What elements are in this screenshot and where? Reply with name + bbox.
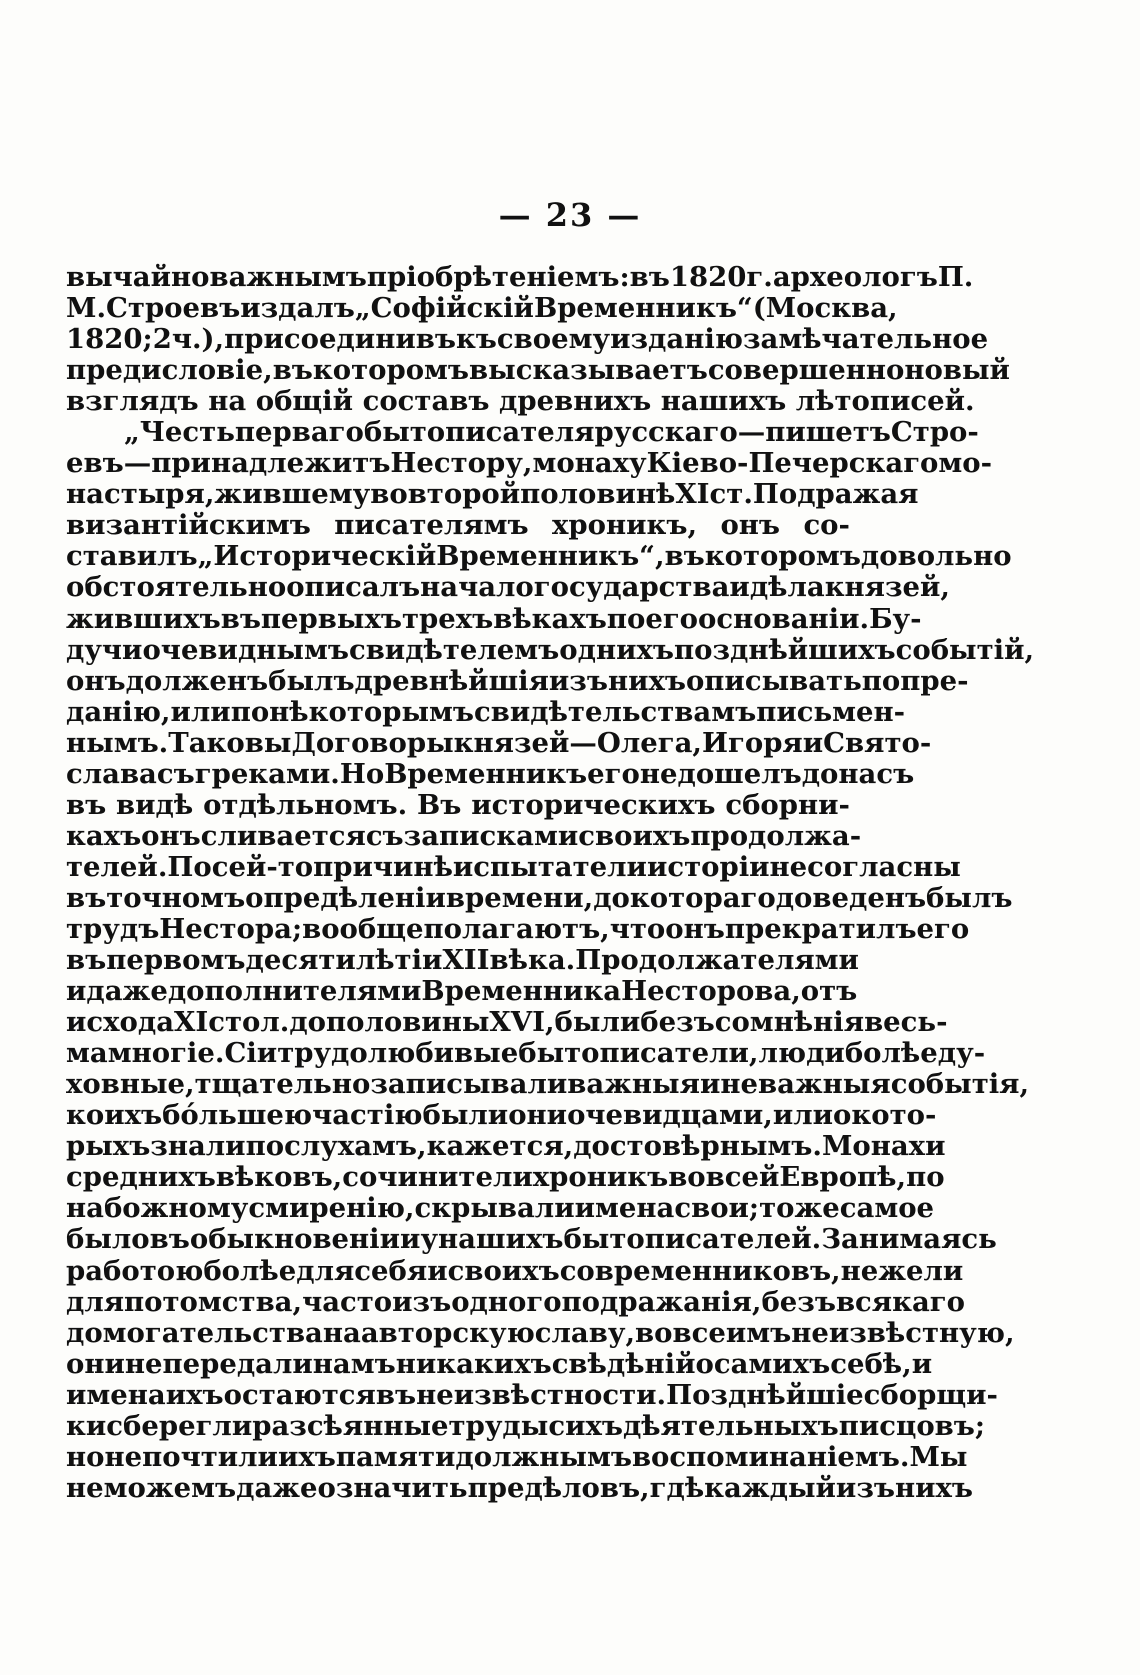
text-line: жившихъ въ первыхъ трехъ вѣкахъ по его основаніи. Бу-	[66, 602, 922, 635]
text-line: но не почтили ихъ памяти должнымъ воспоминаніемъ. Мы	[66, 1440, 968, 1473]
text-line: домогательства на авторскую славу, вовсе имъ неизвѣстную,	[66, 1316, 1015, 1349]
text-line: М. Строевъ издалъ „Софійскій Временникъ“ (Москва,	[66, 292, 898, 325]
text-line: взглядъ на общій составъ древнихъ нашихъ лѣтописей.	[66, 385, 975, 418]
text-line: и даже дополнителями Временника Несторова, отъ	[66, 975, 858, 1008]
text-line: для потомства, часто изъ одного подражанія, безъ всякаго	[66, 1285, 965, 1318]
text-line: ки сберегли разсѣянные труды сихъ дѣятельныхъ писцовъ;	[66, 1409, 986, 1442]
text-line: набожному смиренію, скрывали имена свои; то же самое	[66, 1192, 935, 1225]
text-line: вычайно важнымъ пріобрѣтеніемъ: въ 1820 г. археологъ П.	[66, 261, 974, 293]
text-line: византійскимъ писателямъ хроникъ, онъ со-	[66, 509, 850, 542]
text-line: кахъ онъ сливается съ записками своихъ продолжа-	[66, 819, 862, 852]
text-line: рыхъ знали по слухамъ, кажется, достовѣрнымъ. Монахи	[66, 1130, 946, 1163]
text-line: настыря, жившему во второй половинѣ XI ст. Подражая	[66, 478, 919, 511]
text-line: было въ обыкновеніи и у нашихъ бытописателей. Занимаясь	[66, 1223, 997, 1256]
page-number-text: — 23 —	[498, 196, 642, 234]
text-line: предисловіе, въ которомъ высказываетъ совершенно новый	[66, 354, 1010, 387]
text-line: слава съ греками. Но Временникъ его не дошелъ до насъ	[66, 757, 915, 790]
text-line: евъ—принадлежитъ Нестору, монаху Кіево-Печерскаго мо-	[66, 447, 993, 480]
text-line: коихъ бóльшею частію были они очевидцами, или о кото-	[66, 1099, 937, 1132]
text-line: ховные, тщательно записывали важныя и не важныя событія,	[66, 1068, 1030, 1101]
text-line: не можемъ даже означить предѣловъ, гдѣ каждый изъ нихъ	[66, 1471, 973, 1504]
text-line: въ видѣ отдѣльномъ. Въ историческихъ сборни-	[66, 788, 850, 821]
text-line: дучи очевиднымъ свидѣтелемъ однихъ позднѣйшихъ событій,	[66, 633, 1035, 666]
text-line: 1820; 2 ч.), присоединивъ къ своему изданію замѣчательное	[66, 323, 989, 356]
body-text	[66, 261, 1035, 1504]
text-line: онъ долженъ былъ древнѣйшія изъ нихъ описывать по пре-	[66, 664, 969, 697]
text-line: исхода XI стол. до половины XVI, были безъ сомнѣнія весь-	[66, 1006, 948, 1039]
text-line: среднихъ вѣковъ, сочинители хроникъ во всей Европѣ, по	[66, 1161, 945, 1194]
text-line: трудъ Нестора; вообще полагаютъ, что онъ прекратилъ его	[66, 912, 970, 945]
text-line: обстоятельно описалъ начало государства и дѣла князей,	[66, 571, 951, 604]
text-line: работою болѣе для себя и своихъ современниковъ, нежели	[66, 1254, 964, 1287]
text-line: въ первомъ десятилѣтіи XII вѣка. Продолжателями	[66, 944, 859, 977]
text-line: телей. По сей-то причинѣ испытатели исторіи не согласны	[66, 850, 961, 883]
text-line: ма многіе. Сіи трудолюбивые бытописатели, люди болѣе ду-	[66, 1037, 986, 1070]
text-line: данію, или по нѣкоторымъ свидѣтельствамъ письмен-	[66, 695, 906, 728]
text-line: ставилъ „Историческій Временникъ“, въ которомъ довольно	[66, 540, 1012, 573]
text-line: имена ихъ остаются въ неизвѣстности. Позднѣйшіе сборщи-	[66, 1378, 998, 1411]
text-line: нымъ. Таковы Договоры князей — Олега, Игоря и Свято-	[66, 726, 932, 759]
page-number	[0, 196, 1140, 234]
text-line: „Честь перваго бытописателя русскаго — пишетъ Стро-	[124, 416, 979, 449]
text-line: въ точномъ опредѣленіи времени, до котораго доведенъ былъ	[66, 881, 1013, 914]
text-line: они не передали намъ никакихъ свѣдѣній о самихъ себѣ, и	[66, 1347, 933, 1380]
